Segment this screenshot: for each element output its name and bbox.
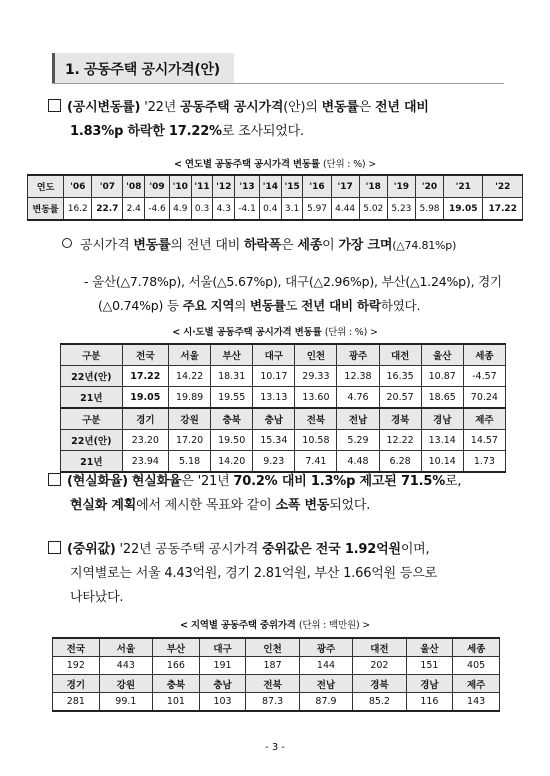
table-header-cell: 충북	[211, 408, 253, 430]
table-header-cell: 충남	[253, 408, 295, 430]
text: (안)의	[283, 100, 322, 115]
table-cell: 281	[53, 693, 100, 712]
text-bold: 주요 지역	[182, 298, 235, 313]
table-cell: 17.22	[122, 366, 168, 387]
table-cell: 13.13	[253, 387, 295, 409]
table-header-cell: 경기	[53, 675, 100, 693]
table-header-cell: 인천	[246, 638, 299, 657]
table-header-row	[61, 344, 506, 366]
table-header-cell: '06	[64, 175, 92, 198]
section-header	[52, 53, 234, 83]
page-number: - 3 -	[265, 742, 285, 753]
table-cell: 143	[453, 693, 500, 712]
table-header-cell: 인천	[295, 344, 337, 366]
table-cell: 13.14	[421, 430, 463, 451]
paragraph-line	[48, 494, 508, 518]
table-row	[61, 430, 506, 451]
table-header-cell: 서울	[169, 344, 211, 366]
table-header-cell: 전남	[299, 675, 352, 693]
table-cell: 191	[199, 657, 246, 675]
table-cell: 70.24	[463, 387, 505, 409]
table-header-cell: 구분	[61, 344, 123, 366]
paragraph-line: - 울산(△7.78%p), 서울(△5.67%p), 대구(△2.96%p), 부산(△1.24%p), 경기	[84, 274, 502, 289]
table-cell: 22.7	[92, 198, 123, 221]
table-header-cell: 충북	[153, 675, 200, 693]
table-cell: 18.65	[421, 387, 463, 409]
table-cell: 18.31	[211, 366, 253, 387]
table-header-cell: 제주	[463, 408, 505, 430]
table-header-row	[53, 675, 500, 693]
table-row-label: 21년	[61, 387, 123, 409]
table-header-cell: 울산	[406, 638, 453, 657]
text: 하였다.	[380, 298, 421, 313]
table-cell: 5.98	[415, 198, 443, 221]
table-header-cell: 충남	[199, 675, 246, 693]
text-bold: 전년 대비	[375, 100, 429, 115]
table-header-row	[61, 408, 506, 430]
paragraph-heading: (현실화율)	[67, 474, 128, 489]
section-title: 1. 공동주택 공시가격(안)	[65, 62, 220, 78]
table-header-cell: 세종	[453, 638, 500, 657]
table-cell: 4.76	[337, 387, 379, 409]
table-cell: 19.05	[444, 198, 483, 221]
text-bold: 현실화 계획	[70, 498, 137, 513]
text: '22년 공동주택 공시가격	[115, 542, 263, 557]
table-header-cell: '17	[331, 175, 359, 198]
table-cell: 19.50	[211, 430, 253, 451]
text: 이며,	[400, 542, 430, 557]
text-bold: 변동률	[249, 298, 286, 313]
table-cell: 192	[53, 657, 100, 675]
checkbox-bullet-icon	[48, 99, 61, 112]
table-header-cell: '11	[191, 175, 213, 198]
table-header-cell: 광주	[299, 638, 352, 657]
table-row	[61, 387, 506, 409]
section-divider	[52, 83, 504, 84]
table-cell: 0.4	[259, 198, 281, 221]
table-header-cell: 강원	[169, 408, 211, 430]
paragraph-line: 지역별로는 서울 4.43억원, 경기 2.81억원, 부산 1.66억원 등으로	[70, 566, 437, 581]
table-header-cell: 강원	[99, 675, 152, 693]
table-header-cell: '07	[92, 175, 123, 198]
table-cell: 4.44	[331, 198, 359, 221]
table-cell: 103	[199, 693, 246, 712]
table-cell: 85.2	[353, 693, 406, 712]
table-cell: 202	[353, 657, 406, 675]
table-header-cell: 세종	[463, 344, 505, 366]
caption-unit: (단위 : %) >	[322, 159, 376, 170]
paragraph-line	[84, 294, 514, 318]
table-row-label: 22년(안)	[61, 366, 123, 387]
yearly-change-table	[27, 174, 523, 221]
table-cell: 3.1	[281, 198, 303, 221]
table-cell: 10.17	[253, 366, 295, 387]
text-bold: 70.2% 대비 1.3%p 제고된 71.5%	[233, 474, 446, 489]
table-cell: 14.22	[169, 366, 211, 387]
caption-unit: (단위 : %) >	[324, 327, 378, 338]
paragraph-median	[48, 538, 508, 610]
table-header-row	[53, 638, 500, 657]
table-cell: 187	[246, 657, 299, 675]
checkbox-bullet-icon	[48, 473, 61, 486]
table-header-cell: '12	[213, 175, 235, 198]
table-header-cell: 부산	[211, 344, 253, 366]
table-header-cell: '14	[259, 175, 281, 198]
table-header-cell: 부산	[153, 638, 200, 657]
table-cell: 101	[153, 693, 200, 712]
table-cell: -4.1	[235, 198, 260, 221]
table-cell: 4.3	[213, 198, 235, 221]
text: 의 전년 대비	[170, 238, 245, 253]
table-header-row	[28, 175, 523, 198]
table-cell: 7.41	[295, 451, 337, 473]
table-cell: 5.23	[387, 198, 415, 221]
table-cell: 15.34	[253, 430, 295, 451]
table-cell: 2.4	[123, 198, 145, 221]
table-cell: 16.2	[64, 198, 92, 221]
table-header-cell: 전국	[122, 344, 168, 366]
table-cell: 5.02	[359, 198, 387, 221]
table-row	[61, 451, 506, 473]
regional-change-table	[60, 343, 506, 473]
table-cell: 20.57	[379, 387, 421, 409]
table-cell: 87.9	[299, 693, 352, 712]
table-cell: -4.57	[463, 366, 505, 387]
text: 은 '21년	[181, 474, 234, 489]
table-cell: 12.38	[337, 366, 379, 387]
table-row	[53, 693, 500, 712]
table-header-cell: 대구	[253, 344, 295, 366]
table-header-cell: '20	[415, 175, 443, 198]
table-header-cell: '22	[483, 175, 523, 198]
table-cell: 5.18	[169, 451, 211, 473]
table-header-cell: '15	[281, 175, 303, 198]
caption-unit: (단위 : 백만원) >	[298, 620, 371, 631]
text-bold: 하락폭	[244, 238, 282, 253]
table-caption	[0, 156, 550, 170]
caption-text: < 시·도별 공동주택 공시가격 변동률	[172, 327, 322, 338]
table-cell: 151	[406, 657, 453, 675]
table-cell: 29.33	[295, 366, 337, 387]
table-cell: 16.35	[379, 366, 421, 387]
table-header-cell: '09	[145, 175, 170, 198]
table-caption	[0, 617, 550, 631]
text-bold: 공동주택 공시가격	[180, 100, 284, 115]
table-cell: 99.1	[99, 693, 152, 712]
table-cell: 17.22	[483, 198, 523, 221]
paragraph-change-rate	[48, 96, 508, 144]
paragraph-line	[48, 96, 508, 120]
text-bold: 가장 크며	[338, 238, 393, 253]
text: 에서 제시한 목표와 같이	[136, 498, 276, 513]
table-cell: 17.20	[169, 430, 211, 451]
table-cell: 166	[153, 657, 200, 675]
text: 도	[285, 298, 302, 313]
table-header-cell: '18	[359, 175, 387, 198]
paragraph-realization-rate	[48, 470, 508, 518]
text-bold: 중위값은 전국 1.92억원	[262, 542, 401, 557]
text: 로 조사되었다.	[221, 124, 304, 139]
table-header-cell: 전남	[337, 408, 379, 430]
text: (△0.74%p) 등	[98, 298, 183, 313]
table-cell: 5.29	[337, 430, 379, 451]
text-bold: 현실화율	[131, 474, 182, 489]
table-cell: 116	[406, 693, 453, 712]
paragraph-heading: (공시변동률)	[67, 100, 141, 115]
paragraph-line: 나타났다.	[70, 590, 124, 605]
table-cell: 23.94	[122, 451, 168, 473]
table-header-cell: '10	[169, 175, 191, 198]
paragraph-line	[48, 470, 508, 494]
table-header-cell: 전북	[295, 408, 337, 430]
table-row-label: 21년	[61, 451, 123, 473]
table-cell: 19.89	[169, 387, 211, 409]
text-bold: 전년 대비 하락	[301, 298, 381, 313]
text: 은	[358, 100, 376, 115]
table-row	[53, 657, 500, 675]
table-cell: 405	[453, 657, 500, 675]
table-header-cell: 연도	[28, 175, 64, 198]
table-header-cell: 경남	[406, 675, 453, 693]
text: 되었다.	[329, 498, 371, 513]
text-bold: 변동률	[321, 100, 359, 115]
table-header-cell: 제주	[453, 675, 500, 693]
table-header-cell: 경기	[122, 408, 168, 430]
paragraph-line	[48, 538, 508, 562]
table-cell: 14.20	[211, 451, 253, 473]
text-bold: 변동률	[133, 238, 171, 253]
table-header-cell: 경남	[421, 408, 463, 430]
text: 의	[234, 298, 250, 313]
table-cell: 9.23	[253, 451, 295, 473]
paragraph-line	[48, 120, 508, 144]
table-cell: 10.14	[421, 451, 463, 473]
table-cell: 87.3	[246, 693, 299, 712]
table-cell: 10.58	[295, 430, 337, 451]
sub-bullet-regions	[84, 270, 514, 318]
table-cell: 5.97	[303, 198, 331, 221]
table-cell: 0.3	[191, 198, 213, 221]
table-caption	[0, 324, 550, 338]
table-cell: 19.05	[122, 387, 168, 409]
table-header-cell: 구분	[61, 408, 123, 430]
table-header-cell: '16	[303, 175, 331, 198]
table-cell: 14.57	[463, 430, 505, 451]
table-cell: 144	[299, 657, 352, 675]
table-cell: 23.20	[122, 430, 168, 451]
table-header-cell: 울산	[421, 344, 463, 366]
table-cell: 1.73	[463, 451, 505, 473]
median-price-table	[52, 637, 500, 712]
text: '22년	[140, 100, 181, 115]
table-header-cell: 서울	[99, 638, 152, 657]
checkbox-bullet-icon	[48, 541, 61, 554]
caption-text: < 지역별 공동주택 중위가격	[179, 620, 296, 631]
text: 은	[281, 238, 298, 253]
table-cell: 13.60	[295, 387, 337, 409]
paragraph-heading: (중위값)	[67, 542, 116, 557]
table-cell: 12.22	[379, 430, 421, 451]
text: 공시가격	[80, 238, 134, 253]
text-bold: 세종	[297, 238, 323, 253]
table-header-cell: '13	[235, 175, 260, 198]
circle-bullet-icon	[62, 238, 72, 248]
table-row-label: 22년(안)	[61, 430, 123, 451]
table-cell: 6.28	[379, 451, 421, 473]
table-row	[28, 198, 523, 221]
text: 로,	[445, 474, 462, 489]
text: 이	[322, 238, 339, 253]
table-cell: 10.87	[421, 366, 463, 387]
table-header-cell: '08	[123, 175, 145, 198]
table-header-cell: 경북	[379, 408, 421, 430]
table-header-cell: 대전	[353, 638, 406, 657]
text-bold: 소폭 변동	[275, 498, 330, 513]
table-header-cell: 대전	[379, 344, 421, 366]
table-cell: 4.48	[337, 451, 379, 473]
table-header-cell: 광주	[337, 344, 379, 366]
table-cell: 443	[99, 657, 152, 675]
table-row-label: 변동률	[28, 198, 64, 221]
table-header-cell: 대구	[199, 638, 246, 657]
text: (△74.81%p)	[392, 239, 457, 252]
text-bold: 1.83%p 하락한 17.22%	[70, 124, 222, 139]
table-cell: -4.6	[145, 198, 170, 221]
table-header-cell: 전국	[53, 638, 100, 657]
table-row	[61, 366, 506, 387]
table-cell: 19.55	[211, 387, 253, 409]
table-header-cell: 전북	[246, 675, 299, 693]
table-header-cell: '19	[387, 175, 415, 198]
table-header-cell: '21	[444, 175, 483, 198]
table-cell: 4.9	[169, 198, 191, 221]
table-header-cell: 경북	[353, 675, 406, 693]
bullet-sejong	[62, 234, 522, 258]
caption-text: < 연도별 공동주택 공시가격 변동률	[174, 159, 320, 170]
